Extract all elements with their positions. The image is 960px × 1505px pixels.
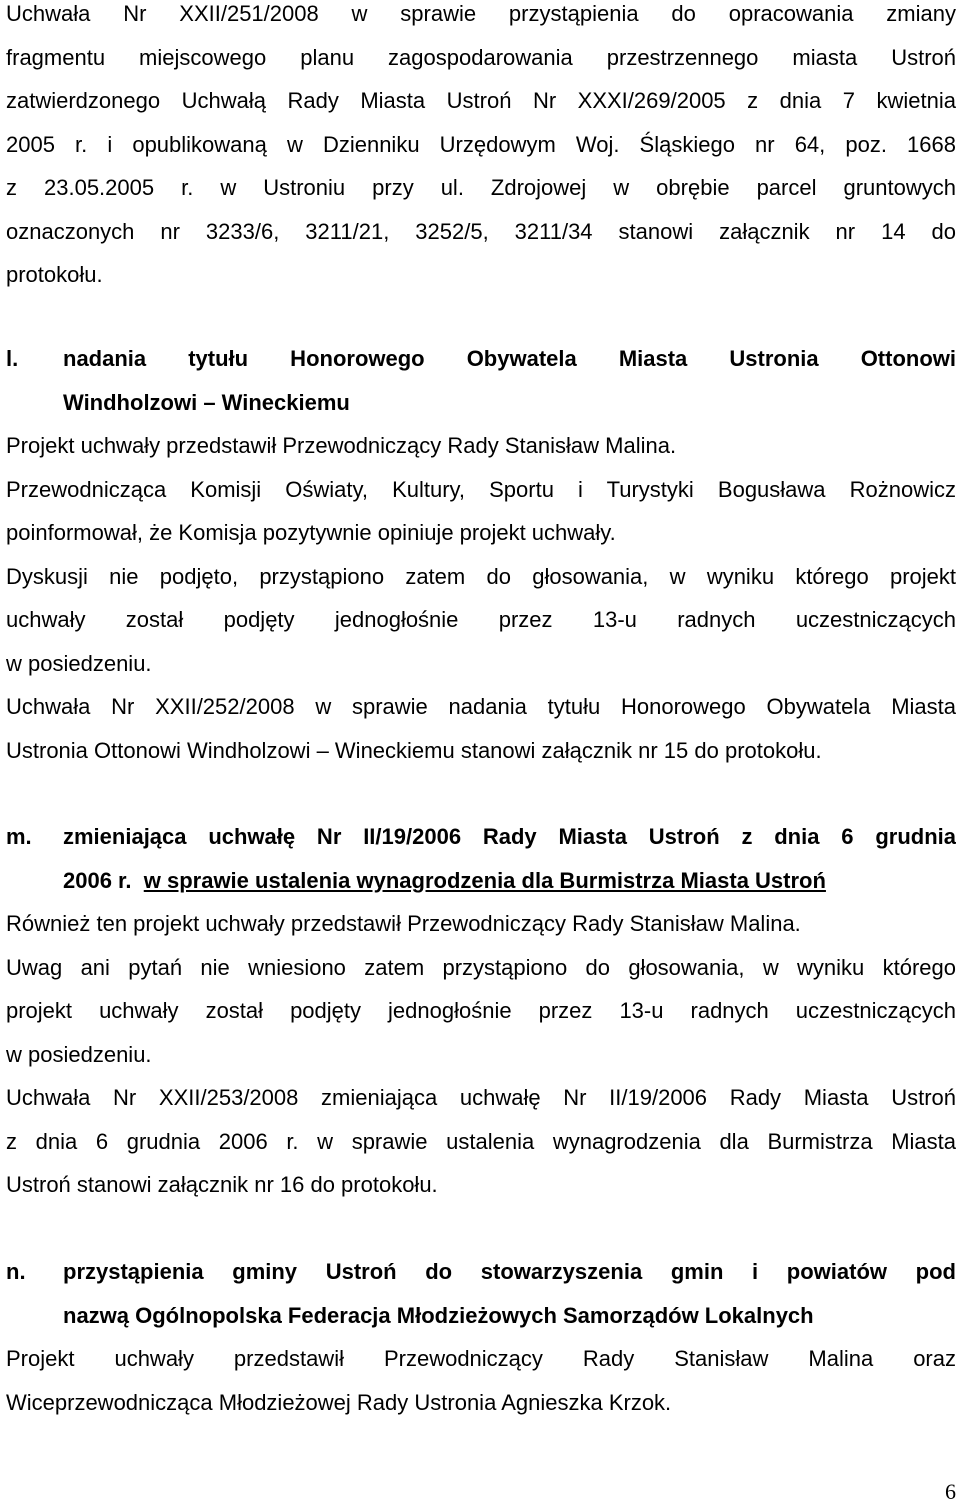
text-line: z 23.05.2005 r. w Ustroniu przy ul. Zdrojowej w obrębie parcel gruntowych: [6, 175, 956, 200]
page-number: 6: [945, 1479, 956, 1504]
text-line: oznaczonych nr 3233/6, 3211/21, 3252/5, 3211/34 stanowi załącznik nr 14 do: [6, 218, 956, 244]
heading-line: Windholzowi – Wineckiemu: [63, 389, 350, 415]
heading-date: 2006 r.: [63, 867, 132, 893]
heading-line: przystąpienia gminy Ustroń do stowarzyszenia gmin i powiatów pod: [63, 1259, 956, 1284]
text-line: Uchwała Nr XXII/252/2008 w sprawie nadania tytułu Honorowego Obywatela Miasta: [6, 694, 956, 719]
heading-line: nadania tytułu Honorowego Obywatela Miasta Ustronia Ottonowi: [63, 346, 956, 371]
text-line: Dyskusji nie podjęto, przystąpiono zatem do głosowania, w wyniku którego projekt: [6, 563, 956, 589]
section-letter: n.: [6, 1259, 26, 1284]
text-line: Uwag ani pytań nie wniesiono zatem przystąpiono do głosowania, w wyniku którego: [6, 954, 956, 980]
text-line: protokołu.: [6, 262, 103, 287]
text-line: fragmentu miejscowego planu zagospodarowania przestrzennego miasta Ustroń: [6, 44, 956, 70]
text-line: poinformował, że Komisja pozytywnie opiniuje projekt uchwały.: [6, 520, 616, 545]
text-line: uchwały został podjęty jednogłośnie przez 13-u radnych uczestniczących: [6, 607, 956, 632]
text-line: Wiceprzewodnicząca Młodzieżowej Rady Ustronia Agnieszka Krzok.: [6, 1389, 672, 1415]
text-line: Ustroń stanowi załącznik nr 16 do protokołu.: [6, 1172, 438, 1197]
text-line: Ustronia Ottonowi Windholzowi – Wineckiemu stanowi załącznik nr 15 do protokołu.: [6, 737, 822, 763]
text-line: Projekt uchwały przedstawił Przewodniczący Rady Stanisław Malina.: [6, 433, 677, 458]
text-line: Przewodnicząca Komisji Oświaty, Kultury, Sportu i Turystyki Bogusława Rożnowicz: [6, 476, 956, 502]
heading-subject: w sprawie ustalenia wynagrodzenia dla Burmistrza Miasta Ustroń: [143, 867, 826, 893]
text-line: w posiedzeniu.: [6, 650, 152, 676]
section-n-heading: [6, 1250, 956, 1337]
section-letter: l.: [6, 346, 19, 371]
text-line: w posiedzeniu.: [6, 1041, 152, 1067]
section-m-body: [6, 902, 956, 1207]
heading-line: nazwą Ogólnopolska Federacja Młodzieżowych Samorządów Lokalnych: [63, 1302, 814, 1328]
section-n-body: [6, 1337, 956, 1424]
heading-line: zmieniająca uchwałę Nr II/19/2006 Rady Miasta Ustroń z dnia 6 grudnia: [63, 824, 956, 849]
intro-paragraph: [6, 0, 956, 297]
text-line: Również ten projekt uchwały przedstawił Przewodniczący Rady Stanisław Malina.: [6, 911, 801, 936]
section-l-body: [6, 424, 956, 772]
text-line: Uchwała Nr XXII/253/2008 zmieniająca uchwałę Nr II/19/2006 Rady Miasta Ustroń: [6, 1085, 956, 1110]
section-m-heading: [6, 815, 956, 902]
text-line: projekt uchwały został podjęty jednogłośnie przez 13-u radnych uczestniczących: [6, 998, 956, 1023]
text-line: Uchwała Nr XXII/251/2008 w sprawie przystąpienia do opracowania zmiany: [6, 1, 956, 26]
heading-line: [6, 859, 956, 903]
text-line: Projekt uchwały przedstawił Przewodniczący Rady Stanisław Malina oraz: [6, 1346, 956, 1371]
section-l-heading: [6, 337, 956, 424]
text-line: z dnia 6 grudnia 2006 r. w sprawie ustalenia wynagrodzenia dla Burmistrza Miasta: [6, 1128, 956, 1154]
text-line: 2005 r. i opublikowaną w Dzienniku Urzędowym Woj. Śląskiego nr 64, poz. 1668: [6, 131, 956, 157]
text-line: zatwierdzonego Uchwałą Rady Miasta Ustroń Nr XXXI/269/2005 z dnia 7 kwietnia: [6, 88, 956, 113]
section-letter: m.: [6, 824, 32, 849]
